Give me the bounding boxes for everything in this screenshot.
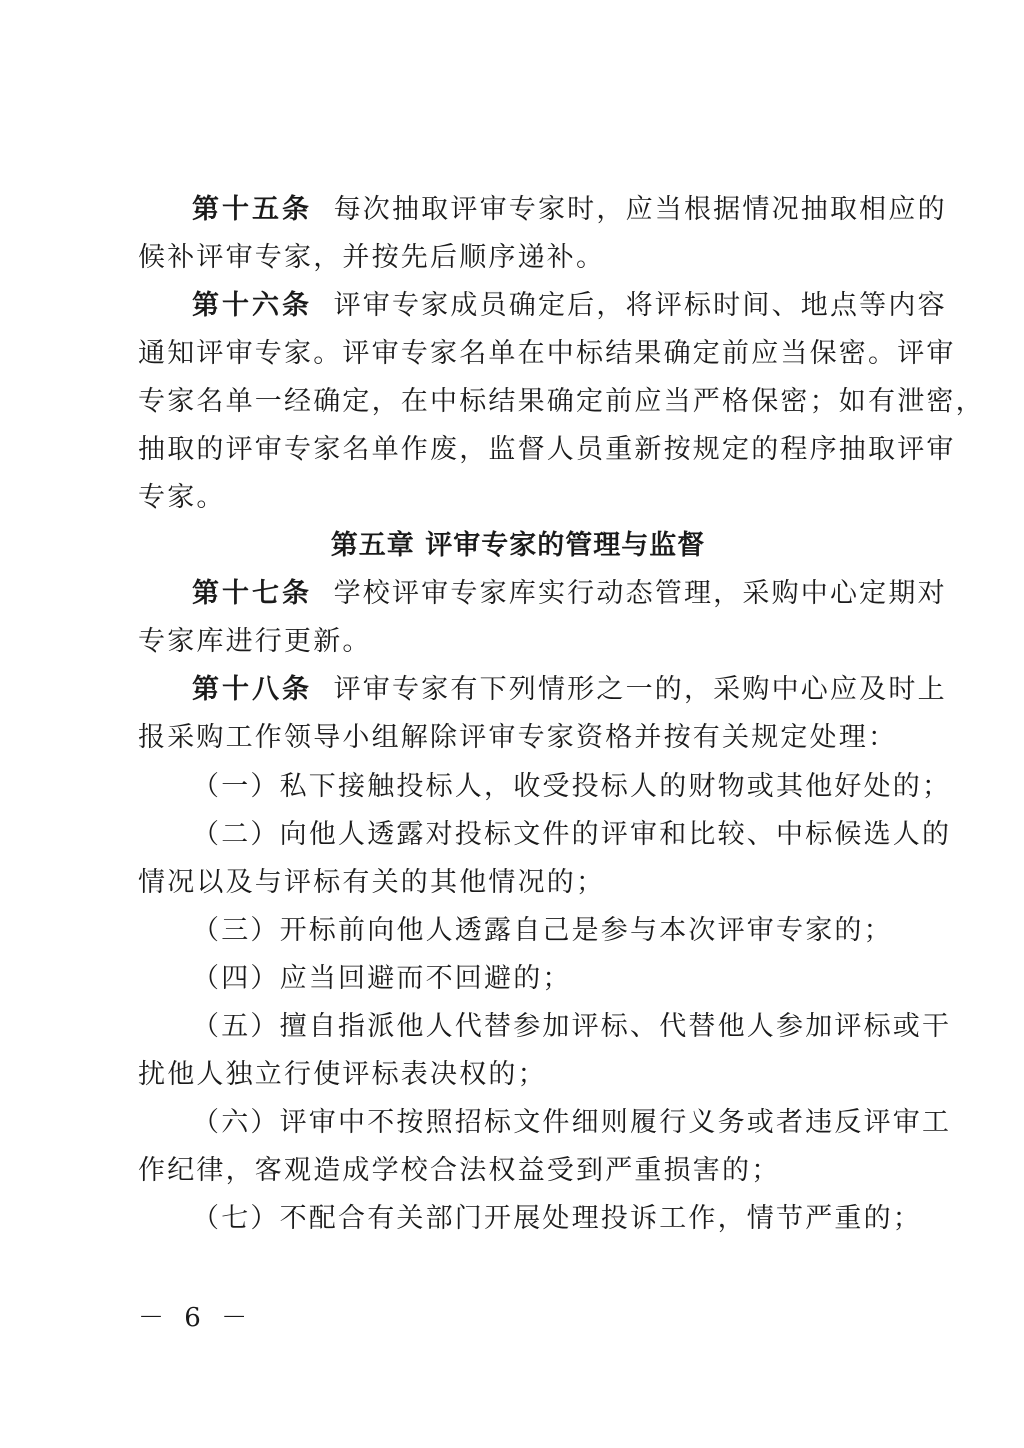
list-item-6-line-2: 作纪律，客观造成学校合法权益受到严重损害的； xyxy=(138,1155,781,1186)
article-15-line-1: 第十五条 每次抽取评审专家时，应当根据情况抽取相应的 xyxy=(192,194,947,225)
list-item-3: （三）开标前向他人透露自己是参与本次评审专家的； xyxy=(192,915,893,946)
article-16-line-3: 专家名单一经确定，在中标结果确定前应当严格保密；如有泄密， xyxy=(138,386,985,417)
article-17-line-2: 专家库进行更新。 xyxy=(138,626,372,657)
list-item-5-line-2: 扰他人独立行使评标表决权的； xyxy=(138,1059,547,1090)
chapter-heading: 第五章 评审专家的管理与监督 xyxy=(330,530,706,561)
article-15-line-2: 候补评审专家，并按先后顺序递补。 xyxy=(138,242,606,273)
list-item-6-line-1: （六）评审中不按照招标文件细则履行义务或者违反评审工 xyxy=(192,1107,952,1138)
list-item-7: （七）不配合有关部门开展处理投诉工作，情节严重的； xyxy=(192,1203,922,1234)
list-item-1: （一）私下接触投标人，收受投标人的财物或其他好处的； xyxy=(192,771,952,802)
list-item-5-line-1: （五）擅自指派他人代替参加评标、代替他人参加评标或干 xyxy=(192,1011,952,1042)
article-17-line-1: 第十七条 学校评审专家库实行动态管理，采购中心定期对 xyxy=(192,578,947,609)
article-16-line-2: 通知评审专家。评审专家名单在中标结果确定前应当保密。评审 xyxy=(138,338,956,369)
article-16-title: 第十六条 xyxy=(192,290,312,321)
article-18-line-1: 第十八条 评审专家有下列情形之一的，采购中心应及时上 xyxy=(192,674,947,705)
list-item-2-line-1: （二）向他人透露对投标文件的评审和比较、中标候选人的 xyxy=(192,819,952,850)
list-item-4: （四）应当回避而不回避的； xyxy=(192,963,572,994)
article-17-title: 第十七条 xyxy=(192,578,312,609)
list-item-2-line-2: 情况以及与评标有关的其他情况的； xyxy=(138,867,606,898)
article-16-line-1: 第十六条 评审专家成员确定后，将评标时间、地点等内容 xyxy=(192,290,947,321)
article-16-line-4: 抽取的评审专家名单作废，监督人员重新按规定的程序抽取评审 xyxy=(138,434,956,465)
article-16-line-5: 专家。 xyxy=(138,482,226,513)
article-18-line-2: 报采购工作领导小组解除评审专家资格并按有关规定处理： xyxy=(138,722,898,753)
page-number: － 6 － xyxy=(138,1303,254,1333)
article-15-title: 第十五条 xyxy=(192,194,312,225)
article-18-title: 第十八条 xyxy=(192,674,312,705)
